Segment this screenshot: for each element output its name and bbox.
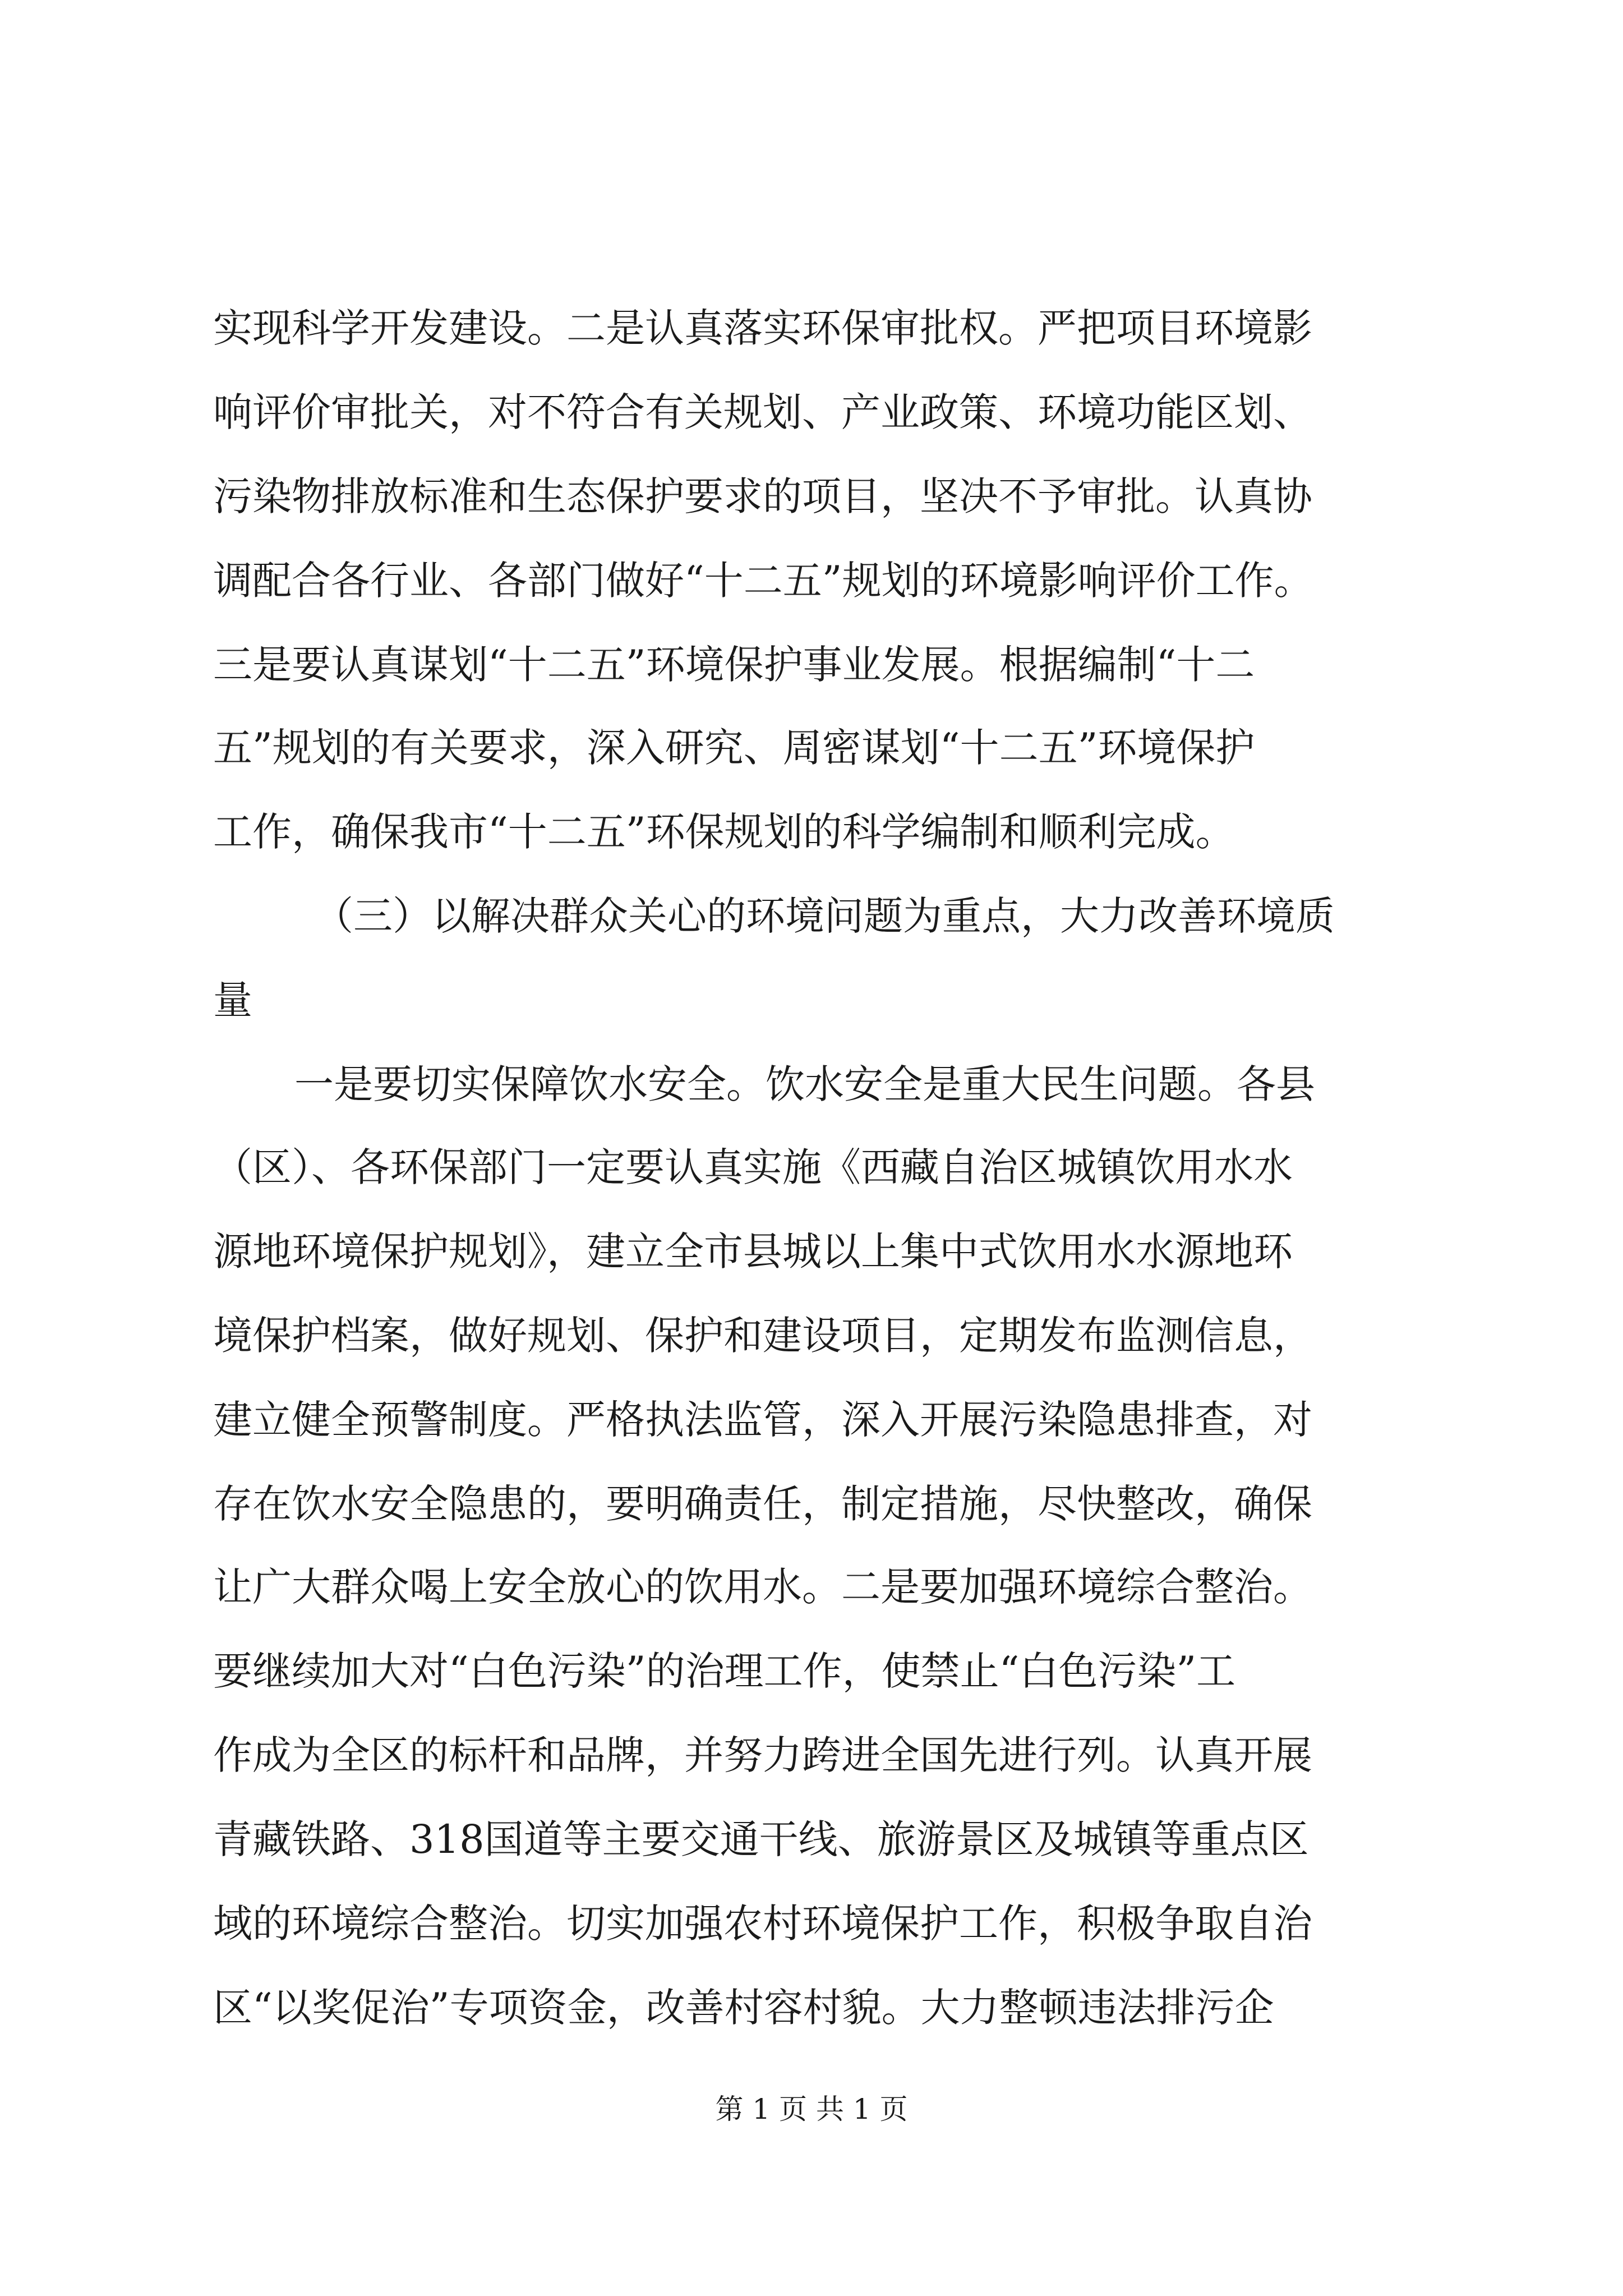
- body-line: 青藏铁路、318国道等主要交通干线、旅游景区及城镇等重点区: [213, 1816, 1309, 1862]
- body-line: 源地环境保护规划》，建立全市县城以上集中式饮用水水源地环: [213, 1228, 1293, 1274]
- page-number: 第 1 页 共 1 页: [715, 2093, 908, 2125]
- body-line: 污染物排放标准和生态保护要求的项目，坚决不予审批。认真协: [213, 473, 1312, 519]
- body-line: 调配合各行业、各部门做好“十二五”规划的环境影响评价工作。: [213, 558, 1313, 604]
- section-heading: 量: [213, 977, 252, 1023]
- body-line: （区）、各环保部门一定要认真实施《西藏自治区城镇饮用水水: [213, 1144, 1293, 1190]
- body-line: 工作，确保我市“十二五”环保规划的科学编制和顺利完成。: [213, 809, 1235, 855]
- body-line: 区“以奖促治”专项资金，改善村容村貌。大力整顿违法排污企: [213, 1985, 1274, 2031]
- body-line: 一是要切实保障饮水安全。饮水安全是重大民生问题。各县: [294, 1061, 1315, 1107]
- body-line: 让广大群众喝上安全放心的饮用水。二是要加强环境综合整治。: [213, 1564, 1312, 1610]
- body-line: 存在饮水安全隐患的，要明确责任，制定措施，尽快整改，确保: [213, 1481, 1312, 1527]
- body-line: 实现科学开发建设。二是认真落实环保审批权。严把项目环境影: [213, 305, 1312, 351]
- body-line: 境保护档案，做好规划、保护和建设项目，定期发布监测信息，: [213, 1313, 1312, 1359]
- body-line: 五”规划的有关要求，深入研究、周密谋划“十二五”环境保护: [213, 725, 1255, 771]
- body-line: 作成为全区的标杆和品牌，并努力跨进全国先进行列。认真开展: [213, 1732, 1312, 1778]
- body-line: 响评价审批关，对不符合有关规划、产业政策、环境功能区划、: [213, 389, 1312, 435]
- body-line: 域的环境综合整治。切实加强农村环境保护工作，积极争取自治: [213, 1901, 1312, 1947]
- body-line: 要继续加大对“白色污染”的治理工作，使禁止“白色污染”工: [213, 1648, 1236, 1694]
- body-line: 建立健全预警制度。严格执法监管，深入开展污染隐患排查，对: [213, 1397, 1312, 1443]
- body-line: 三是要认真谋划“十二五”环境保护事业发展。根据编制“十二: [213, 642, 1255, 688]
- section-heading: （三）以解决群众关心的环境问题为重点，大力改善环境质: [314, 893, 1335, 939]
